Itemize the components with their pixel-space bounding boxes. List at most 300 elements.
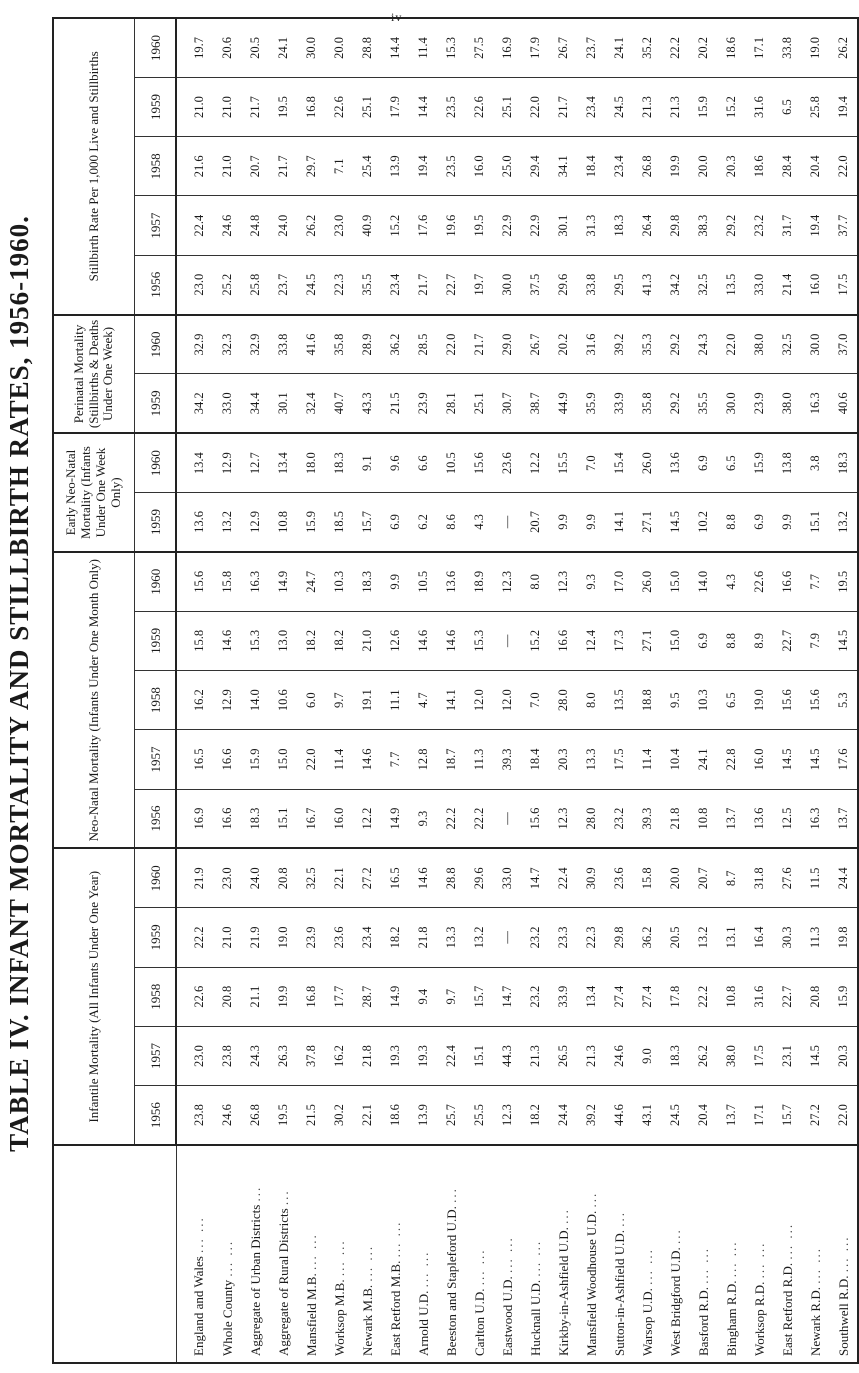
neonatal-rate-cell: 13.5 xyxy=(605,671,633,730)
neonatal-rate-cell: 14.1 xyxy=(437,671,465,730)
infantile-rate-cell: 20.0 xyxy=(661,848,689,907)
stillbirth-rate-cell: 34.1 xyxy=(549,137,577,196)
neonatal-rate-cell: 12.8 xyxy=(409,730,437,789)
infantile-rate-cell: 19.3 xyxy=(381,1026,409,1085)
infantile-rate-cell: 11.5 xyxy=(801,848,829,907)
group-header-early-neonatal: Early Neo-Natal Mortality (Infants Under One Week Only) xyxy=(53,433,135,552)
year-header: 1956 xyxy=(135,1086,177,1145)
area-name: Worksop R.D. xyxy=(751,1281,767,1356)
early-neonatal-rate-cell: 13.2 xyxy=(829,493,858,552)
infantile-rate-cell: 20.7 xyxy=(689,848,717,907)
leader-dots: ... ... xyxy=(751,1241,767,1279)
stillbirth-rate-cell: 30.0 xyxy=(297,18,325,77)
stillbirth-rate-cell: 21.7 xyxy=(241,77,269,136)
perinatal-rate-cell: 28.9 xyxy=(353,315,381,374)
year-header: 1960 xyxy=(135,848,177,907)
infantile-rate-cell: 20.5 xyxy=(661,908,689,967)
infantile-rate-cell: 44.6 xyxy=(605,1086,633,1145)
stillbirth-rate-cell: 19.4 xyxy=(801,196,829,255)
neonatal-rate-cell: 15.8 xyxy=(176,611,213,670)
infantile-rate-cell: 22.3 xyxy=(577,908,605,967)
early-neonatal-rate-cell: 26.0 xyxy=(633,433,661,492)
infantile-rate-cell: 20.3 xyxy=(829,1026,858,1085)
table-row xyxy=(633,18,661,1363)
year-header: 1956 xyxy=(135,789,177,848)
stillbirth-rate-cell: 18.4 xyxy=(577,137,605,196)
stillbirth-rate-cell: 17.6 xyxy=(409,196,437,255)
neonatal-rate-cell: 7.7 xyxy=(381,730,409,789)
area-name: Beeston and Stapleford U.D. xyxy=(443,1206,459,1356)
perinatal-rate-cell: 33.0 xyxy=(213,374,241,433)
infantile-rate-cell: 18.2 xyxy=(521,1086,549,1145)
neonatal-rate-cell: 18.9 xyxy=(465,552,493,611)
stillbirth-rate-cell: 19.6 xyxy=(437,196,465,255)
stillbirth-rate-cell: 23.7 xyxy=(269,255,297,314)
early-neonatal-rate-cell: 15.9 xyxy=(297,493,325,552)
neonatal-rate-cell: 14.5 xyxy=(773,730,801,789)
stillbirth-rate-cell: 26.8 xyxy=(633,137,661,196)
perinatal-rate-cell: 35.9 xyxy=(577,374,605,433)
early-neonatal-rate-cell: 4.3 xyxy=(465,493,493,552)
neonatal-rate-cell: 16.3 xyxy=(801,789,829,848)
infantile-rate-cell: 24.6 xyxy=(605,1026,633,1085)
neonatal-rate-cell: 22.2 xyxy=(437,789,465,848)
neonatal-rate-cell: 14.0 xyxy=(689,552,717,611)
area-cell xyxy=(213,1145,241,1363)
stillbirth-rate-cell: 25.1 xyxy=(493,77,521,136)
perinatal-rate-cell: 16.3 xyxy=(801,374,829,433)
infantile-rate-cell: 36.2 xyxy=(633,908,661,967)
infantile-rate-cell: 14.7 xyxy=(521,848,549,907)
neonatal-rate-cell: 18.3 xyxy=(241,789,269,848)
stillbirth-rate-cell: 21.7 xyxy=(409,255,437,314)
stillbirth-rate-cell: 24.8 xyxy=(241,196,269,255)
stillbirth-rate-cell: 20.0 xyxy=(325,18,353,77)
area-cell xyxy=(829,1145,858,1363)
infantile-rate-cell: 13.2 xyxy=(689,908,717,967)
infantile-rate-cell: 22.7 xyxy=(773,967,801,1026)
perinatal-rate-cell: 32.5 xyxy=(773,315,801,374)
area-cell xyxy=(745,1145,773,1363)
area-cell xyxy=(269,1145,297,1363)
perinatal-rate-cell: 30.0 xyxy=(717,374,745,433)
infantile-rate-cell: 15.7 xyxy=(773,1086,801,1145)
infantile-rate-cell: 19.9 xyxy=(269,967,297,1026)
early-neonatal-rate-cell: 18.5 xyxy=(325,493,353,552)
neonatal-rate-cell: 14.5 xyxy=(801,730,829,789)
stillbirth-rate-cell: 26.2 xyxy=(829,18,858,77)
early-neonatal-rate-cell: 7.0 xyxy=(577,433,605,492)
infantile-rate-cell: 23.6 xyxy=(325,908,353,967)
early-neonatal-rate-cell: 15.9 xyxy=(745,433,773,492)
stillbirth-rate-cell: 20.0 xyxy=(689,137,717,196)
stillbirth-rate-cell: 21.0 xyxy=(213,137,241,196)
stillbirth-rate-cell: 20.6 xyxy=(213,18,241,77)
group-header-neonatal: Neo-Natal Mortality (Infants Under One Month Only) xyxy=(53,552,135,849)
stillbirth-rate-cell: 21.6 xyxy=(176,137,213,196)
stillbirth-rate-cell: 24.5 xyxy=(297,255,325,314)
stillbirth-rate-cell: 23.4 xyxy=(381,255,409,314)
area-cell xyxy=(717,1145,745,1363)
infantile-rate-cell: 21.9 xyxy=(176,848,213,907)
stillbirth-rate-cell: 23.7 xyxy=(577,18,605,77)
neonatal-rate-cell: 15.0 xyxy=(661,552,689,611)
stillbirth-rate-cell: 31.3 xyxy=(577,196,605,255)
page-title-container xyxy=(3,33,34,1333)
neonatal-rate-cell: 16.3 xyxy=(241,552,269,611)
neonatal-rate-cell: 22.8 xyxy=(717,730,745,789)
stillbirth-rate-cell: 16.9 xyxy=(493,18,521,77)
area-cell xyxy=(605,1145,633,1363)
early-neonatal-rate-cell: 15.6 xyxy=(465,433,493,492)
area-cell xyxy=(633,1145,661,1363)
stillbirth-rate-cell: 29.8 xyxy=(661,196,689,255)
perinatal-rate-cell: 32.9 xyxy=(176,315,213,374)
infantile-rate-cell: 19.8 xyxy=(829,908,858,967)
perinatal-rate-cell: 32.3 xyxy=(213,315,241,374)
infantile-rate-cell: 24.3 xyxy=(241,1026,269,1085)
infantile-rate-cell: 24.0 xyxy=(241,848,269,907)
infantile-rate-cell: 15.1 xyxy=(465,1026,493,1085)
perinatal-rate-cell: 26.7 xyxy=(521,315,549,374)
perinatal-rate-cell: 36.2 xyxy=(381,315,409,374)
early-neonatal-rate-cell: 13.6 xyxy=(661,433,689,492)
neonatal-rate-cell: 9.7 xyxy=(325,671,353,730)
perinatal-rate-cell: 33.9 xyxy=(605,374,633,433)
table-row xyxy=(829,18,858,1363)
early-neonatal-rate-cell: — xyxy=(493,493,521,552)
area-name: Arnold U.D. xyxy=(415,1290,431,1356)
stillbirth-rate-cell: 18.3 xyxy=(605,196,633,255)
perinatal-rate-cell: 41.6 xyxy=(297,315,325,374)
neonatal-rate-cell: 12.3 xyxy=(549,552,577,611)
page-title: TABLE IV. INFANT MORTALITY AND STILLBIRTH RATES, 1956-1960. xyxy=(3,214,34,1152)
neonatal-rate-cell: 22.2 xyxy=(465,789,493,848)
area-column-header xyxy=(53,1145,176,1363)
infantile-rate-cell: 32.5 xyxy=(297,848,325,907)
neonatal-rate-cell: 10.6 xyxy=(269,671,297,730)
infantile-rate-cell: 19.5 xyxy=(269,1086,297,1145)
stillbirth-rate-cell: 32.5 xyxy=(689,255,717,314)
perinatal-rate-cell: 23.9 xyxy=(745,374,773,433)
area-cell xyxy=(353,1145,381,1363)
stillbirth-rate-cell: 18.6 xyxy=(717,18,745,77)
stillbirth-rate-cell: 25.0 xyxy=(493,137,521,196)
infantile-rate-cell: 23.3 xyxy=(549,908,577,967)
neonatal-rate-cell: 14.6 xyxy=(409,611,437,670)
neonatal-rate-cell: 4.3 xyxy=(717,552,745,611)
infantile-rate-cell: 28.7 xyxy=(353,967,381,1026)
table-row xyxy=(269,18,297,1363)
early-neonatal-rate-cell: 15.7 xyxy=(353,493,381,552)
table-row xyxy=(176,18,213,1363)
infantile-rate-cell: 17.1 xyxy=(745,1086,773,1145)
early-neonatal-rate-cell: 14.5 xyxy=(661,493,689,552)
neonatal-rate-cell: 18.8 xyxy=(633,671,661,730)
neonatal-rate-cell: 8.8 xyxy=(717,611,745,670)
infantile-rate-cell: 17.5 xyxy=(745,1026,773,1085)
infantile-rate-cell: 23.4 xyxy=(353,908,381,967)
leader-dots: ... xyxy=(611,1210,627,1227)
perinatal-rate-cell: 25.1 xyxy=(465,374,493,433)
stillbirth-rate-cell: 17.9 xyxy=(381,77,409,136)
infantile-rate-cell: 9.4 xyxy=(409,967,437,1026)
stillbirth-rate-cell: 25.2 xyxy=(213,255,241,314)
area-name: Whole County xyxy=(219,1279,235,1356)
early-neonatal-rate-cell: 6.2 xyxy=(409,493,437,552)
area-name: England and Wales xyxy=(191,1256,207,1356)
stillbirth-rate-cell: 41.3 xyxy=(633,255,661,314)
stillbirth-rate-cell: 25.4 xyxy=(353,137,381,196)
group-header-infantile: Infantile Mortality (All Infants Under One Year) xyxy=(53,848,135,1145)
stillbirth-rate-cell: 22.9 xyxy=(493,196,521,255)
neonatal-rate-cell: 15.9 xyxy=(241,730,269,789)
neonatal-rate-cell: 8.9 xyxy=(745,611,773,670)
neonatal-rate-cell: 12.3 xyxy=(493,552,521,611)
infantile-rate-cell: 30.9 xyxy=(577,848,605,907)
early-neonatal-rate-cell: 20.7 xyxy=(521,493,549,552)
neonatal-rate-cell: 16.6 xyxy=(213,730,241,789)
table-row xyxy=(437,18,465,1363)
infantile-rate-cell: 16.5 xyxy=(381,848,409,907)
stillbirth-rate-cell: 13.5 xyxy=(717,255,745,314)
leader-dots: ... ... xyxy=(639,1248,655,1285)
infantile-rate-cell: 14.5 xyxy=(801,1026,829,1085)
neonatal-rate-cell: 9.3 xyxy=(409,789,437,848)
infantile-rate-cell: — xyxy=(493,908,521,967)
leader-dots: ... ... xyxy=(807,1247,823,1284)
leader-dots: ... xyxy=(667,1228,683,1245)
stillbirth-rate-cell: 13.9 xyxy=(381,137,409,196)
neonatal-rate-cell: 14.6 xyxy=(353,730,381,789)
early-neonatal-rate-cell: 6.9 xyxy=(745,493,773,552)
early-neonatal-rate-cell: 18.0 xyxy=(297,433,325,492)
area-cell xyxy=(176,1145,213,1363)
leader-dots: ... ... xyxy=(779,1222,795,1260)
leader-dots: ... ... xyxy=(191,1216,207,1253)
early-neonatal-rate-cell: 3.8 xyxy=(801,433,829,492)
area-name: Warsop U.D. xyxy=(639,1288,655,1356)
year-header: 1956 xyxy=(135,255,177,314)
area-name: Kirkby-in-Ashfield U.D. xyxy=(555,1227,571,1356)
neonatal-rate-cell: — xyxy=(493,789,521,848)
leader-dots: ... ... xyxy=(527,1239,543,1277)
infantile-rate-cell: 13.4 xyxy=(577,967,605,1026)
stillbirth-rate-cell: 11.4 xyxy=(409,18,437,77)
year-header: 1957 xyxy=(135,730,177,789)
early-neonatal-rate-cell: 6.9 xyxy=(381,493,409,552)
stillbirth-rate-cell: 21.4 xyxy=(773,255,801,314)
early-neonatal-rate-cell: 13.4 xyxy=(269,433,297,492)
neonatal-rate-cell: 12.0 xyxy=(465,671,493,730)
infantile-rate-cell: 18.6 xyxy=(381,1086,409,1145)
early-neonatal-rate-cell: 12.9 xyxy=(213,433,241,492)
neonatal-rate-cell: 15.0 xyxy=(661,611,689,670)
neonatal-rate-cell: 22.7 xyxy=(773,611,801,670)
table-row xyxy=(353,18,381,1363)
infantile-rate-cell: 17.7 xyxy=(325,967,353,1026)
year-header: 1959 xyxy=(135,374,177,433)
early-neonatal-rate-cell: 15.1 xyxy=(801,493,829,552)
perinatal-rate-cell: 30.7 xyxy=(493,374,521,433)
stillbirth-rate-cell: 35.5 xyxy=(353,255,381,314)
stillbirth-rate-cell: 15.9 xyxy=(689,77,717,136)
year-header: 1957 xyxy=(135,1026,177,1085)
area-cell xyxy=(325,1145,353,1363)
area-cell xyxy=(381,1145,409,1363)
perinatal-rate-cell: 29.2 xyxy=(661,315,689,374)
infantile-rate-cell: 12.3 xyxy=(493,1086,521,1145)
infantile-rate-cell: 28.8 xyxy=(437,848,465,907)
stillbirth-rate-cell: 25.1 xyxy=(353,77,381,136)
neonatal-rate-cell: 6.5 xyxy=(717,671,745,730)
neonatal-rate-cell: 10.8 xyxy=(689,789,717,848)
neonatal-rate-cell: 10.5 xyxy=(409,552,437,611)
table-row xyxy=(745,18,773,1363)
stillbirth-rate-cell: 31.6 xyxy=(745,77,773,136)
infantile-rate-cell: 21.3 xyxy=(577,1026,605,1085)
stillbirth-rate-cell: 24.1 xyxy=(269,18,297,77)
stillbirth-rate-cell: 21.3 xyxy=(661,77,689,136)
neonatal-rate-cell: 7.9 xyxy=(801,611,829,670)
stillbirth-rate-cell: 16.0 xyxy=(801,255,829,314)
neonatal-rate-cell: 9.9 xyxy=(381,552,409,611)
neonatal-rate-cell: 16.9 xyxy=(176,789,213,848)
early-neonatal-rate-cell: 12.2 xyxy=(521,433,549,492)
table-row xyxy=(605,18,633,1363)
infantile-rate-cell: 38.0 xyxy=(717,1026,745,1085)
infantile-rate-cell: 15.8 xyxy=(633,848,661,907)
infantile-rate-cell: 18.2 xyxy=(381,908,409,967)
infantile-rate-cell: 23.0 xyxy=(213,848,241,907)
early-neonatal-rate-cell: 10.5 xyxy=(437,433,465,492)
table-row xyxy=(661,18,689,1363)
perinatal-rate-cell: 34.4 xyxy=(241,374,269,433)
leader-dots: ... ... xyxy=(331,1239,347,1277)
infantile-rate-cell: 24.4 xyxy=(829,848,858,907)
neonatal-rate-cell: 6.0 xyxy=(297,671,325,730)
neonatal-rate-cell: 8.0 xyxy=(577,671,605,730)
neonatal-rate-cell: 15.6 xyxy=(773,671,801,730)
infantile-rate-cell: 14.6 xyxy=(409,848,437,907)
neonatal-rate-cell: 16.5 xyxy=(176,730,213,789)
stillbirth-rate-cell: 6.5 xyxy=(773,77,801,136)
neonatal-rate-cell: 13.6 xyxy=(437,552,465,611)
infantile-rate-cell: 31.6 xyxy=(745,967,773,1026)
neonatal-rate-cell: 6.9 xyxy=(689,611,717,670)
stillbirth-rate-cell: 25.8 xyxy=(801,77,829,136)
infantile-rate-cell: 29.6 xyxy=(465,848,493,907)
infantile-rate-cell: 26.8 xyxy=(241,1086,269,1145)
infantile-rate-cell: 22.4 xyxy=(549,848,577,907)
early-neonatal-rate-cell: 6.9 xyxy=(689,433,717,492)
neonatal-rate-cell: 11.4 xyxy=(633,730,661,789)
neonatal-rate-cell: 14.9 xyxy=(381,789,409,848)
year-header: 1960 xyxy=(135,433,177,492)
perinatal-rate-cell: 20.2 xyxy=(549,315,577,374)
infantile-rate-cell: 27.2 xyxy=(801,1086,829,1145)
infantile-rate-cell: 22.6 xyxy=(176,967,213,1026)
infantile-rate-cell: 43.1 xyxy=(633,1086,661,1145)
early-neonatal-rate-cell: 27.1 xyxy=(633,493,661,552)
area-cell xyxy=(493,1145,521,1363)
neonatal-rate-cell: 11.1 xyxy=(381,671,409,730)
infantile-rate-cell: 19.3 xyxy=(409,1026,437,1085)
leader-dots: ... ... xyxy=(499,1236,515,1273)
stillbirth-rate-cell: 34.2 xyxy=(661,255,689,314)
area-name: Basford R.D. xyxy=(695,1287,711,1356)
infantile-rate-cell: 13.9 xyxy=(409,1086,437,1145)
infantile-rate-cell: 23.8 xyxy=(213,1026,241,1085)
stillbirth-rate-cell: 29.6 xyxy=(549,255,577,314)
stillbirth-rate-cell: 25.8 xyxy=(241,255,269,314)
stillbirth-rate-cell: 22.7 xyxy=(437,255,465,314)
early-neonatal-rate-cell: 10.2 xyxy=(689,493,717,552)
neonatal-rate-cell: 16.6 xyxy=(549,611,577,670)
neonatal-rate-cell: 18.7 xyxy=(437,730,465,789)
area-name: Mansfield Woodhouse U.D. xyxy=(583,1210,599,1356)
perinatal-rate-cell: 29.2 xyxy=(661,374,689,433)
infantile-rate-cell: 11.3 xyxy=(801,908,829,967)
stillbirth-rate-cell: 40.9 xyxy=(353,196,381,255)
neonatal-rate-cell: 26.0 xyxy=(633,552,661,611)
stillbirth-rate-cell: 27.5 xyxy=(465,18,493,77)
neonatal-rate-cell: 11.4 xyxy=(325,730,353,789)
table-row xyxy=(381,18,409,1363)
perinatal-rate-cell: 24.3 xyxy=(689,315,717,374)
leader-dots: ... ... xyxy=(219,1239,235,1277)
early-neonatal-rate-cell: 15.5 xyxy=(549,433,577,492)
infantile-rate-cell: 30.3 xyxy=(773,908,801,967)
stillbirth-rate-cell: 29.4 xyxy=(521,137,549,196)
leader-dots: ... xyxy=(247,1185,263,1202)
stillbirth-rate-cell: 19.4 xyxy=(409,137,437,196)
infantile-rate-cell: 26.3 xyxy=(269,1026,297,1085)
infantile-rate-cell: 8.7 xyxy=(717,848,745,907)
area-cell xyxy=(521,1145,549,1363)
infantile-rate-cell: 23.1 xyxy=(773,1026,801,1085)
infantile-rate-cell: 22.2 xyxy=(176,908,213,967)
neonatal-rate-cell: 16.6 xyxy=(213,789,241,848)
stillbirth-rate-cell: 19.5 xyxy=(269,77,297,136)
infantile-rate-cell: 24.6 xyxy=(213,1086,241,1145)
perinatal-rate-cell: 29.0 xyxy=(493,315,521,374)
neonatal-rate-cell: 21.8 xyxy=(661,789,689,848)
year-header: 1960 xyxy=(135,18,177,77)
table-row xyxy=(801,18,829,1363)
stillbirth-rate-cell: 14.4 xyxy=(381,18,409,77)
stillbirth-rate-cell: 24.6 xyxy=(213,196,241,255)
neonatal-rate-cell: 12.4 xyxy=(577,611,605,670)
area-cell xyxy=(689,1145,717,1363)
infantile-rate-cell: 22.2 xyxy=(689,967,717,1026)
neonatal-rate-cell: 19.5 xyxy=(829,552,858,611)
early-neonatal-rate-cell: 18.3 xyxy=(829,433,858,492)
group-header-stillbirth: Stillbirth Rate Per 1,000 Live and Stillbirths xyxy=(53,18,135,315)
infantile-rate-cell: 27.4 xyxy=(605,967,633,1026)
perinatal-rate-cell: 35.8 xyxy=(633,374,661,433)
perinatal-rate-cell: 38.7 xyxy=(521,374,549,433)
stillbirth-rate-cell: 20.7 xyxy=(241,137,269,196)
stillbirth-rate-cell: 26.4 xyxy=(633,196,661,255)
stillbirth-rate-cell: 19.0 xyxy=(801,18,829,77)
infantile-rate-cell: 20.8 xyxy=(269,848,297,907)
perinatal-rate-cell: 21.5 xyxy=(381,374,409,433)
infantile-rate-cell: 13.3 xyxy=(437,908,465,967)
neonatal-rate-cell: 28.0 xyxy=(577,789,605,848)
early-neonatal-rate-cell: 6.5 xyxy=(717,433,745,492)
infantile-rate-cell: 25.5 xyxy=(465,1086,493,1145)
